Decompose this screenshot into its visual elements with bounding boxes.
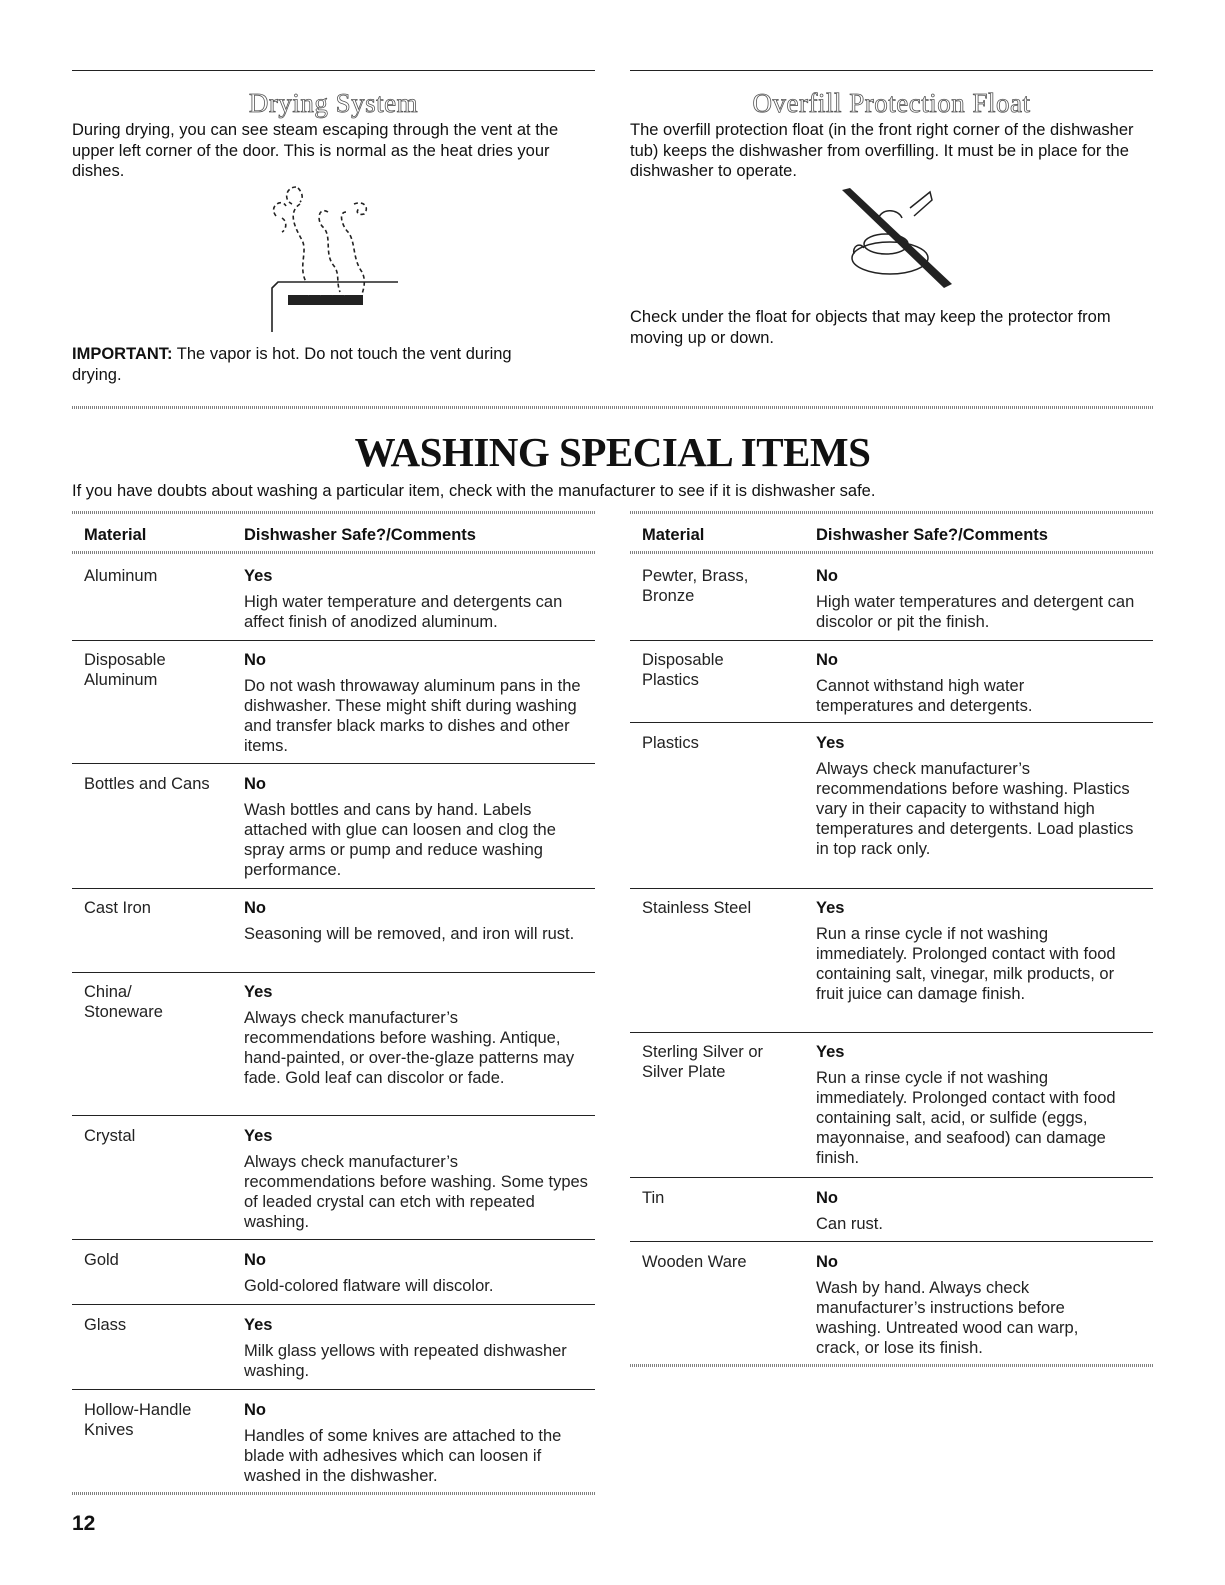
drying-title: Drying System: [248, 88, 419, 118]
safe-cell: Yes: [816, 734, 845, 752]
comment-cell: High water temperature and detergents can affect finish of anodized aluminum.: [244, 593, 563, 631]
row-divider: [72, 1115, 595, 1116]
material-cell: Crystal: [84, 1127, 136, 1145]
material-cell: Stainless Steel: [642, 899, 752, 917]
left-header-material: Material: [84, 526, 147, 544]
safe-cell: No: [244, 1401, 266, 1419]
material-cell: Hollow-Handle Knives: [84, 1401, 192, 1439]
safe-cell: No: [816, 651, 838, 669]
material-cell: Disposable Aluminum: [84, 651, 166, 689]
safe-cell: Yes: [816, 1043, 845, 1061]
drying-top-rule: [72, 70, 595, 71]
comment-cell: Milk glass yellows with repeated dishwasher washing.: [244, 1342, 567, 1380]
left-table-top-rule: [72, 511, 595, 514]
left-header-rule: [72, 551, 595, 554]
overfill-body: The overfill protection float (in the front right corner of the dishwasher tub) keeps the dishwasher from overfilling. It must be in place for the dishwasher to operate.: [630, 121, 1134, 180]
material-cell: Glass: [84, 1316, 127, 1334]
overfill-check: Check under the float for objects that may keep the protector from moving up or down.: [630, 308, 1111, 347]
page-number: 12: [72, 1512, 96, 1535]
safe-cell: Yes: [244, 1127, 273, 1145]
washing-title: WASHING SPECIAL ITEMS: [354, 429, 871, 475]
comment-cell: Always check manufacturer’s recommendations before washing. Plastics vary in their capacity to withstand high temperatures and detergents. Load plastics in top rack only.: [816, 760, 1134, 858]
safe-cell: Yes: [244, 1316, 273, 1334]
safe-cell: No: [816, 567, 838, 585]
material-cell: Plastics: [642, 734, 699, 752]
row-divider: [72, 1304, 595, 1305]
row-divider: [72, 1389, 595, 1390]
right-table-top-rule: [630, 511, 1153, 514]
comment-cell: Wash bottles and cans by hand. Labels attached with glue can loosen and clog the spray arms or pump and reduce washing performance.: [244, 801, 556, 879]
comment-cell: Run a rinse cycle if not washing immediately. Prolonged contact with food containing salt, vinegar, milk products, or fruit juice can damage finish.: [816, 925, 1116, 1003]
important-text: The vapor is hot. Do not touch the vent during drying.: [72, 345, 512, 384]
left-table-bottom-rule: [72, 1492, 595, 1495]
material-cell: Cast Iron: [84, 899, 151, 917]
material-cell: Aluminum: [84, 567, 158, 585]
comment-cell: Handles of some knives are attached to the blade with adhesives which can loosen if washed in the dishwasher.: [244, 1427, 562, 1485]
comment-cell: Wash by hand. Always check manufacturer’s instructions before washing. Untreated wood can warp, crack, or lose its finish.: [816, 1279, 1079, 1357]
row-divider: [72, 763, 595, 764]
overfill-float-illustration: [840, 188, 960, 293]
row-divider: [72, 972, 595, 973]
material-cell: Disposable Plastics: [642, 651, 724, 689]
overfill-top-rule: [630, 70, 1153, 71]
material-cell: Gold: [84, 1251, 119, 1269]
safe-cell: No: [816, 1189, 838, 1207]
comment-cell: Run a rinse cycle if not washing immediately. Prolonged contact with food containing salt, acid, or sulfide (eggs, mayonnaise, and seafood) can damage finish.: [816, 1069, 1116, 1167]
safe-cell: No: [244, 775, 266, 793]
material-cell: Sterling Silver or Silver Plate: [642, 1043, 764, 1081]
comment-cell: Cannot withstand high water temperatures and detergents.: [816, 677, 1033, 715]
row-divider: [630, 1177, 1153, 1178]
safe-cell: Yes: [816, 899, 845, 917]
overfill-title: Overfill Protection Float: [752, 88, 1031, 118]
comment-cell: Do not wash throwaway aluminum pans in the dishwasher. These might shift during washing and transfer black marks to dishes and other items.: [244, 677, 581, 755]
row-divider: [630, 722, 1153, 723]
safe-cell: No: [244, 1251, 266, 1269]
safe-cell: No: [244, 899, 266, 917]
section-divider: [72, 406, 1153, 409]
safe-cell: No: [244, 651, 266, 669]
important-label: IMPORTANT:: [72, 345, 173, 363]
drying-important: [72, 344, 532, 385]
left-header-comments: Dishwasher Safe?/Comments: [244, 526, 476, 544]
comment-cell: Always check manufacturer’s recommendations before washing. Antique, hand-painted, or over-the-glaze patterns may fade. Gold leaf can discolor or fade.: [244, 1009, 575, 1087]
right-header-comments: Dishwasher Safe?/Comments: [816, 526, 1048, 544]
safe-cell: Yes: [244, 983, 273, 1001]
row-divider: [630, 640, 1153, 641]
washing-intro: If you have doubts about washing a particular item, check with the manufacturer to see if it is dishwasher safe.: [72, 482, 876, 500]
comment-cell: High water temperatures and detergent can discolor or pit the finish.: [816, 593, 1135, 631]
row-divider: [72, 888, 595, 889]
material-cell: China/ Stoneware: [84, 983, 163, 1021]
drying-body: During drying, you can see steam escaping through the vent at the upper left corner of the door. This is normal as the heat dries your dishes.: [72, 121, 559, 180]
safe-cell: No: [816, 1253, 838, 1271]
row-divider: [630, 1032, 1153, 1033]
material-cell: Pewter, Brass, Bronze: [642, 567, 749, 605]
steam-vent-illustration: [268, 182, 418, 342]
right-table-bottom-rule: [630, 1364, 1153, 1367]
row-divider: [72, 640, 595, 641]
material-cell: Wooden Ware: [642, 1253, 747, 1271]
material-cell: Tin: [642, 1189, 665, 1207]
row-divider: [630, 888, 1153, 889]
comment-cell: Gold-colored flatware will discolor.: [244, 1277, 494, 1295]
comment-cell: Always check manufacturer’s recommendations before washing. Some types of leaded crystal can etch with repeated washing.: [244, 1153, 588, 1231]
comment-cell: Seasoning will be removed, and iron will rust.: [244, 925, 575, 943]
safe-cell: Yes: [244, 567, 273, 585]
right-header-material: Material: [642, 526, 705, 544]
row-divider: [630, 1241, 1153, 1242]
right-header-rule: [630, 551, 1153, 554]
material-cell: Bottles and Cans: [84, 775, 210, 793]
comment-cell: Can rust.: [816, 1215, 883, 1233]
row-divider: [72, 1239, 595, 1240]
